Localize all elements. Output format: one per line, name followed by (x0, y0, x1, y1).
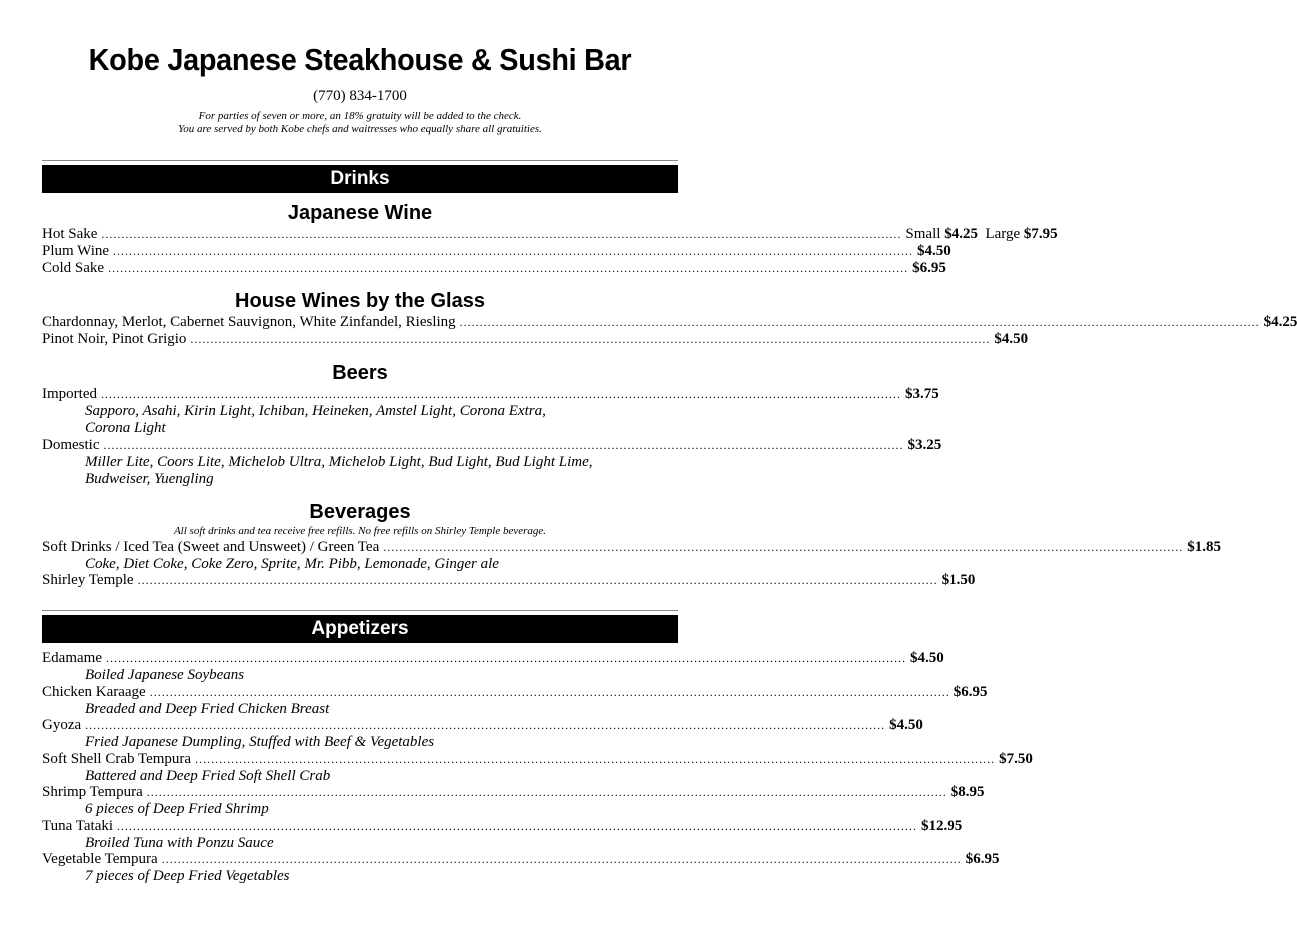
item-price: $4.50 (917, 243, 951, 259)
dot-leader: ........................................................................................................................................................................................................ (85, 718, 886, 732)
price-small: $4.25 (944, 226, 978, 242)
dot-leader: ........................................................................................................................................................................................................ (108, 261, 909, 275)
divider (42, 610, 678, 611)
item-description: 7 pieces of Deep Fried Vegetables (85, 868, 290, 884)
price-large: $7.95 (1023, 226, 1058, 242)
dot-leader: ........................................................................................................................................................................................................ (161, 852, 962, 866)
menu-item-soft-drinks (42, 539, 1221, 556)
item-name: Shirley Temple (42, 572, 134, 588)
item-price: $3.25 (907, 437, 942, 453)
item-name: Chardonnay, Merlot, Cabernet Sauvignon, White Zinfandel, Riesling (42, 314, 456, 330)
item-description: Sapporo, Asahi, Kirin Light, Ichiban, Heineken, Amstel Light, Corona Extra, (85, 403, 546, 419)
dot-leader: ........................................................................................................................................................................................................ (146, 785, 947, 799)
dot-leader: ........................................................................................................................................................................................................ (190, 332, 991, 346)
menu-item-house-wine-1 (42, 314, 1297, 331)
menu-item-tuna-tataki (42, 818, 963, 835)
dot-leader: ........................................................................................................................................................................................................ (383, 540, 1184, 554)
divider (42, 160, 678, 161)
dot-leader: ........................................................................................................................................................................................................ (195, 752, 996, 766)
item-description: Boiled Japanese Soybeans (85, 667, 245, 683)
item-description: 6 pieces of Deep Fried Shrimp (85, 801, 269, 817)
menu-item-cold-sake (42, 260, 946, 277)
refill-note: All soft drinks and tea receive free refills. No free refills on Shirley Temple beverage. (173, 525, 547, 537)
item-price: $4.50 (909, 650, 944, 666)
item-name: Cold Sake (42, 260, 105, 276)
restaurant-title: Kobe Japanese Steakhouse & Sushi Bar (88, 42, 632, 77)
item-price: $1.50 (941, 572, 976, 588)
item-name: Edamame (42, 650, 102, 666)
item-description: Budweiser, Yuengling (85, 471, 214, 487)
menu-item-edamame (42, 650, 944, 667)
dot-leader: ........................................................................................................................................................................................................ (100, 387, 901, 401)
dot-leader: ........................................................................................................................................................................................................ (105, 651, 906, 665)
item-name: Plum Wine (42, 243, 110, 259)
section-bar-drinks: Drinks (42, 165, 678, 193)
item-price: $7.50 (999, 751, 1033, 767)
item-price: $6.95 (912, 260, 946, 276)
item-price: $3.75 (904, 386, 939, 402)
item-name: Gyoza (42, 717, 82, 733)
item-name: Soft Shell Crab Tempura (42, 751, 192, 767)
item-price: $6.95 (953, 684, 988, 700)
subheading-house-wines: House Wines by the Glass (235, 290, 485, 312)
item-price (905, 226, 1057, 243)
menu-item-domestic-beer (42, 437, 942, 454)
menu-item-soft-shell-crab (42, 751, 1033, 768)
dot-leader: ........................................................................................................................................................................................................ (459, 315, 1260, 329)
item-price: $4.50 (889, 717, 923, 733)
section-bar-appetizers: Appetizers (42, 615, 678, 643)
menu-item-gyoza (42, 717, 923, 734)
item-description: Fried Japanese Dumpling, Stuffed with Beef & Vegetables (85, 734, 435, 750)
dot-leader: ........................................................................................................................................................................................................ (117, 819, 918, 833)
gratuity-note-line-1: For parties of seven or more, an 18% gratuity will be added to the check. (198, 110, 522, 122)
item-name: Tuna Tataki (42, 818, 114, 834)
menu-item-house-wine-2 (42, 331, 1029, 348)
item-price: $6.95 (965, 851, 1000, 867)
item-name: Hot Sake (42, 226, 98, 242)
item-name: Vegetable Tempura (42, 851, 158, 867)
item-price: $4.50 (994, 331, 1029, 347)
item-name: Domestic (42, 437, 100, 453)
subheading-beers: Beers (332, 362, 388, 384)
gratuity-note-line-2: You are served by both Kobe chefs and waitresses who equally share all gratuities. (178, 123, 542, 135)
item-description: Battered and Deep Fried Soft Shell Crab (85, 768, 331, 784)
menu-item-hot-sake (42, 226, 1058, 243)
menu-item-chicken-karaage (42, 684, 988, 701)
item-description: Miller Lite, Coors Lite, Michelob Ultra, Michelob Light, Bud Light, Bud Light Lime, (85, 454, 593, 470)
item-description: Breaded and Deep Fried Chicken Breast (85, 701, 330, 717)
dot-leader: ........................................................................................................................................................................................................ (103, 438, 904, 452)
item-name: Pinot Noir, Pinot Grigio (42, 331, 187, 347)
dot-leader: ........................................................................................................................................................................................................ (101, 227, 902, 241)
item-price: $1.85 (1187, 539, 1221, 555)
dot-leader: ........................................................................................................................................................................................................ (113, 244, 914, 258)
subheading-beverages: Beverages (309, 501, 411, 523)
size-label-small: Small (905, 226, 941, 242)
item-price: $12.95 (921, 818, 963, 834)
item-price: $8.95 (950, 784, 985, 800)
menu-item-shirley-temple (42, 572, 976, 589)
item-description: Broiled Tuna with Ponzu Sauce (85, 835, 274, 851)
menu-item-shrimp-tempura (42, 784, 985, 801)
subheading-japanese-wine: Japanese Wine (287, 202, 433, 224)
item-name: Imported (42, 386, 97, 402)
menu-item-vegetable-tempura (42, 851, 1000, 868)
item-name: Shrimp Tempura (42, 784, 143, 800)
item-description: Corona Light (85, 420, 166, 436)
phone-number: (770) 834-1700 (313, 88, 407, 104)
size-label-large: Large (985, 226, 1021, 242)
item-name: Chicken Karaage (42, 684, 146, 700)
item-name: Soft Drinks / Iced Tea (Sweet and Unsweet) / Green Tea (42, 539, 380, 555)
item-description: Coke, Diet Coke, Coke Zero, Sprite, Mr. Pibb, Lemonade, Ginger ale (85, 556, 499, 572)
dot-leader: ........................................................................................................................................................................................................ (137, 573, 938, 587)
menu-item-plum-wine (42, 243, 951, 260)
menu-item-imported-beer (42, 386, 939, 403)
dot-leader: ........................................................................................................................................................................................................ (149, 685, 950, 699)
item-price: $4.25 (1263, 314, 1297, 330)
